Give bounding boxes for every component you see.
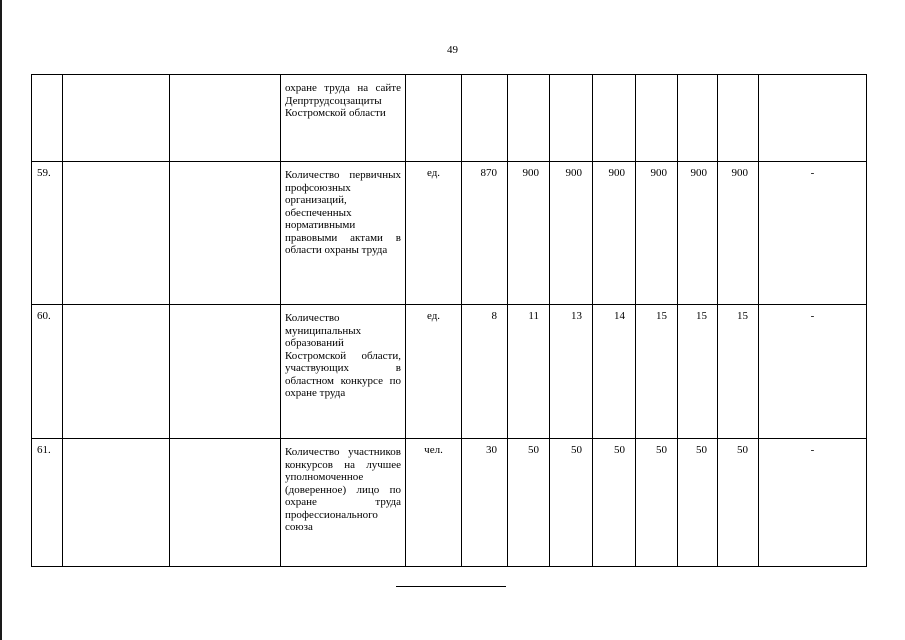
value-cell: 11 xyxy=(508,305,550,439)
indicator-name-cell: Количество участников конкурсов на лучшее уполномоченное (доверенное) лицо по охране труда профессионального союза xyxy=(281,439,406,567)
col3-cell xyxy=(170,75,281,162)
value-cell: 900 xyxy=(678,162,718,305)
value-cell: 15 xyxy=(636,305,678,439)
value-cell xyxy=(636,75,678,162)
value-cell: 50 xyxy=(508,439,550,567)
indicator-name-cell: Количество муниципальных образований Костромской области, участвующих в областном конкурсе по охране труда xyxy=(281,305,406,439)
value-cell: 50 xyxy=(678,439,718,567)
value-cell: 900 xyxy=(636,162,678,305)
value-cell: 15 xyxy=(718,305,759,439)
table-row xyxy=(32,305,867,439)
scan-left-edge xyxy=(0,0,2,640)
footnote-rule xyxy=(396,586,506,587)
value-cell xyxy=(678,75,718,162)
value-cell: 900 xyxy=(550,162,593,305)
value-cell xyxy=(508,75,550,162)
value-cell xyxy=(593,75,636,162)
value-cell: 15 xyxy=(678,305,718,439)
col3-cell xyxy=(170,305,281,439)
indicator-name-cell: Количество первичных профсоюзных организаций, обеспеченных нормативными правовыми актами в области охраны труда xyxy=(281,162,406,305)
row-number-cell xyxy=(32,75,63,162)
value-cell: 14 xyxy=(593,305,636,439)
value-cell: 870 xyxy=(462,162,508,305)
value-cell: 30 xyxy=(462,439,508,567)
col2-cell xyxy=(63,305,170,439)
value-cell: 900 xyxy=(718,162,759,305)
row-number-cell: 61. xyxy=(32,439,63,567)
table-row xyxy=(32,75,867,162)
value-cell: 50 xyxy=(636,439,678,567)
note-cell xyxy=(759,75,867,162)
value-cell xyxy=(718,75,759,162)
col3-cell xyxy=(170,439,281,567)
value-cell: 50 xyxy=(718,439,759,567)
table-row xyxy=(32,439,867,567)
indicator-table xyxy=(31,74,867,567)
indicator-name-cell: охране труда на сайте Депртрудсоцзащиты Костромской области xyxy=(281,75,406,162)
value-cell: 50 xyxy=(550,439,593,567)
value-cell: 900 xyxy=(593,162,636,305)
row-number-cell: 59. xyxy=(32,162,63,305)
value-cell xyxy=(462,75,508,162)
note-cell: - xyxy=(759,162,867,305)
col2-cell xyxy=(63,75,170,162)
col2-cell xyxy=(63,439,170,567)
unit-cell: ед. xyxy=(406,162,462,305)
value-cell: 13 xyxy=(550,305,593,439)
value-cell: 50 xyxy=(593,439,636,567)
value-cell: 8 xyxy=(462,305,508,439)
unit-cell: чел. xyxy=(406,439,462,567)
unit-cell xyxy=(406,75,462,162)
value-cell xyxy=(550,75,593,162)
table-row xyxy=(32,162,867,305)
col2-cell xyxy=(63,162,170,305)
value-cell: 900 xyxy=(508,162,550,305)
note-cell: - xyxy=(759,439,867,567)
page-number: 49 xyxy=(447,44,458,56)
row-number-cell: 60. xyxy=(32,305,63,439)
note-cell: - xyxy=(759,305,867,439)
col3-cell xyxy=(170,162,281,305)
unit-cell: ед. xyxy=(406,305,462,439)
